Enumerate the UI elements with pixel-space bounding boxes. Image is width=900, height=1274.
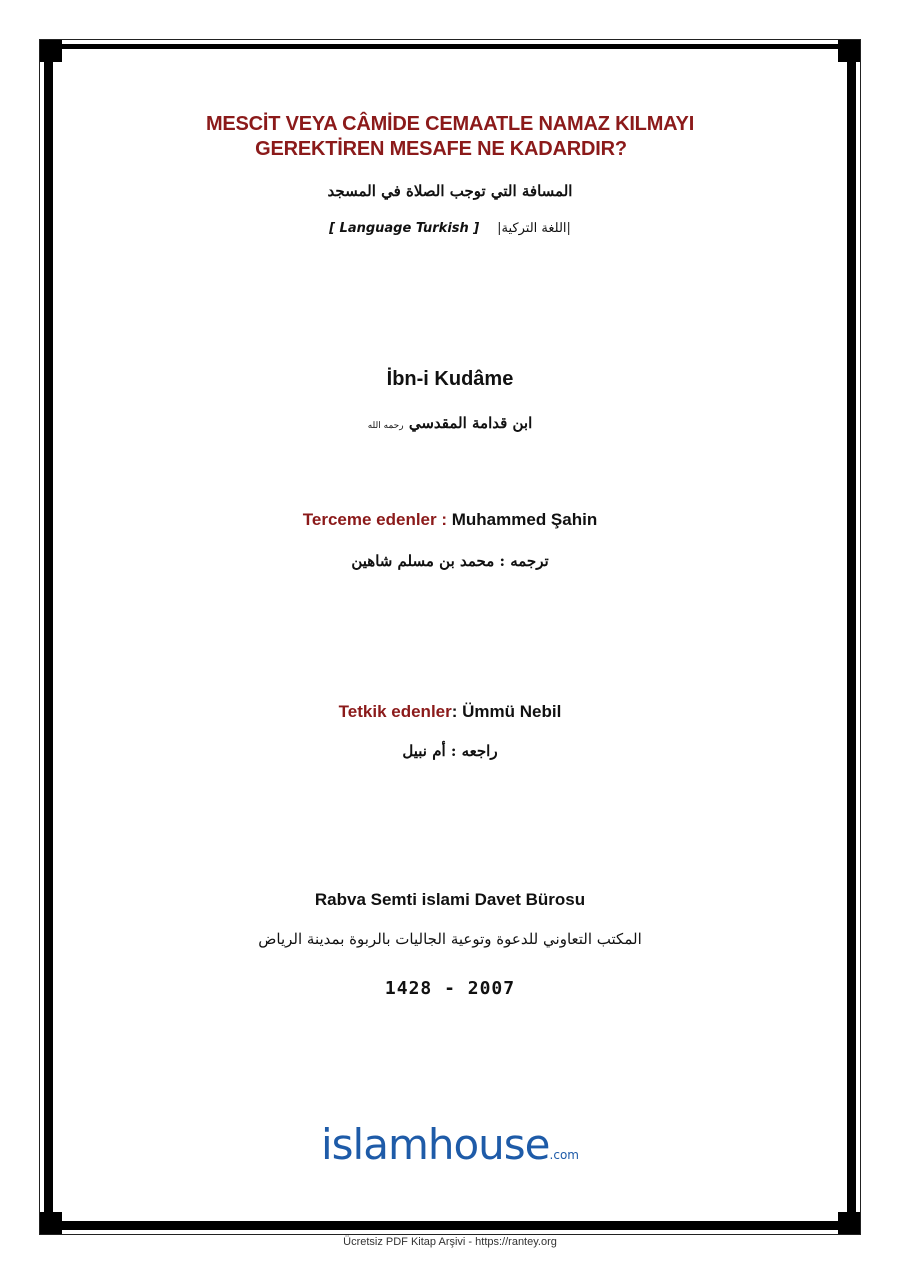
language-line	[0, 219, 900, 236]
reviewer-name: : Ümmü Nebil	[451, 702, 562, 721]
border-corner-top-left	[40, 40, 62, 62]
reviewer-line	[0, 702, 900, 722]
translator-name: Muhammed Şahin	[451, 510, 598, 529]
language-english: [ Language Turkish ]	[329, 221, 480, 236]
logo-text: islamhouse	[321, 1120, 550, 1169]
office-name: Rabva Semti islami Davet Bürosu	[314, 890, 586, 909]
language-arabic: |اللغة التركية|	[497, 221, 571, 236]
translator-line	[0, 510, 900, 530]
translator-label: Terceme edenler :	[302, 510, 452, 529]
reviewer-arabic: راجعه : أم نبيل	[402, 742, 498, 760]
border-corner-top-right	[838, 40, 860, 62]
reviewer-label: Tetkik edenler	[338, 702, 452, 721]
author-honorific: رحمه الله	[367, 421, 404, 431]
islamhouse-logo	[0, 1120, 900, 1169]
footer-archive-link[interactable]: Ücretsiz PDF Kitap Arşivi - https://rantey.org	[343, 1236, 557, 1248]
author-name-arabic	[0, 414, 900, 432]
office-name-arabic: المكتب التعاوني للدعوة وتوعية الجاليات بالربوة بمدينة الرياض	[258, 930, 642, 948]
arabic-subtitle: المسافة التي توجب الصلاة في المسجد	[327, 182, 573, 200]
author-name: İbn-i Kudâme	[386, 368, 514, 390]
border-corner-bottom-right	[838, 1212, 860, 1234]
author-arabic-text: ابن قدامة المقدسي	[408, 414, 533, 432]
title-line-2: GEREKTİREN MESAFE NE KADARDIR?	[255, 138, 627, 160]
logo-suffix: .com	[549, 1148, 579, 1162]
border-corner-bottom-left	[40, 1212, 62, 1234]
publication-years: 1428 - 2007	[384, 978, 516, 999]
title-line-1: MESCİT VEYA CÂMİDE CEMAATLE NAMAZ KILMAYI	[205, 113, 695, 135]
translator-arabic: ترجمه : محمد بن مسلم شاهين	[351, 552, 549, 570]
document-title	[0, 112, 900, 162]
